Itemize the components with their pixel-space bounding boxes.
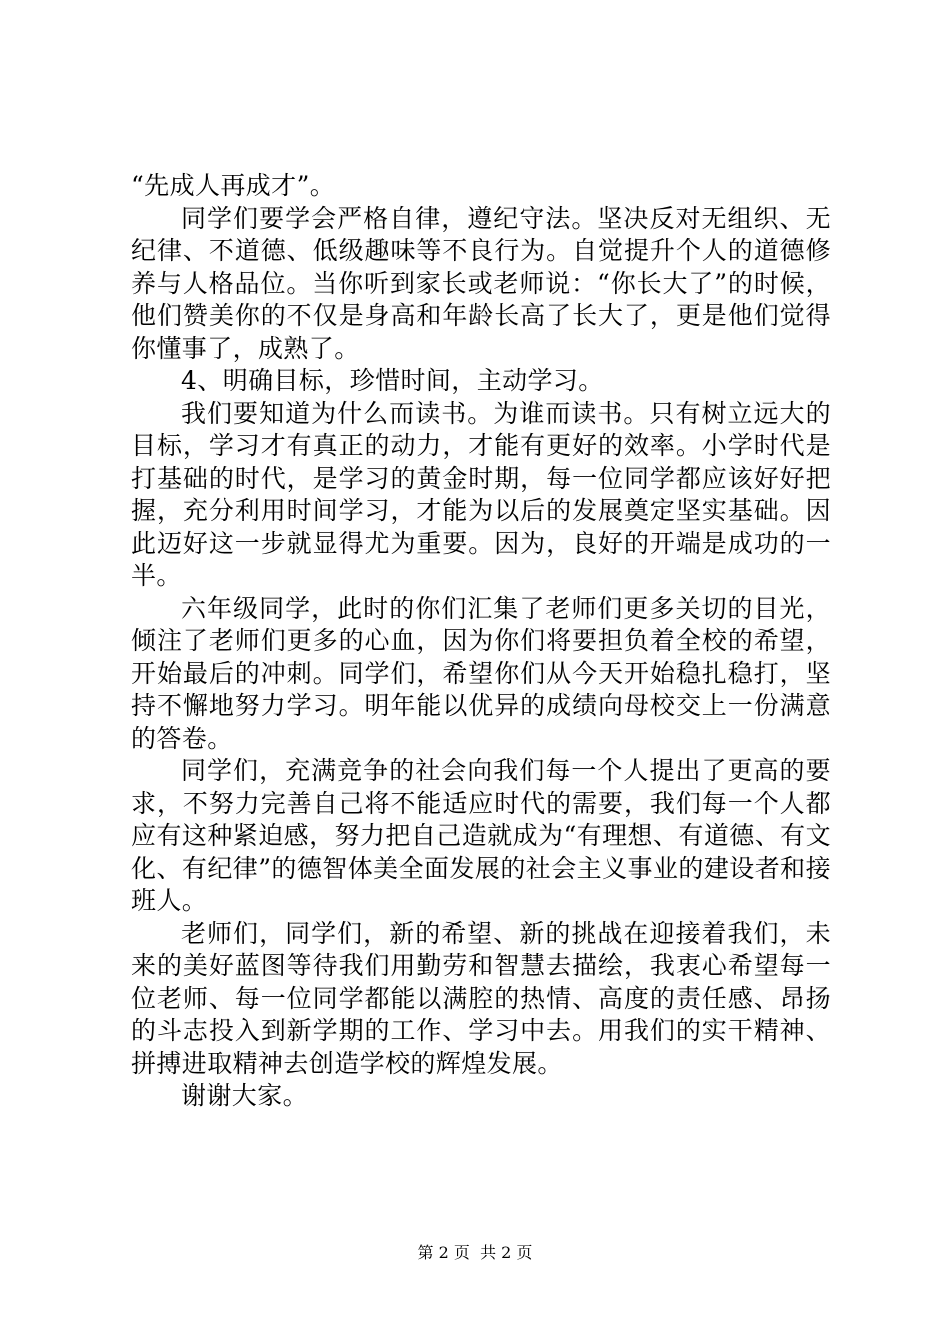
paragraph-4: 我们要知道为什么而读书。为谁而读书。只有树立远大的目标，学习才有真正的动力，才能有更好的效率。小学时代是打基础的时代，是学习的黄金时期，每一位同学都应该好好把握，充分利用时间学习，才能为以后的发展奠定坚实基础。因此迈好这一步就显得尤为重要。因为，良好的开端是成功的一半。 (131, 398, 831, 590)
page-footer: 第 2 页 共 2 页 (417, 1243, 533, 1262)
paragraph-1: “先成人再成才”。 (131, 171, 336, 200)
paragraph-6: 同学们，充满竞争的社会向我们每一个人提出了更高的要求，不努力完善自己将不能适应时代的需要，我们每一个人都应有这种紧迫感，努力把自己造就成为“有理想、有道德、有文化、有纪律”的德智体美全面发展的社会主义事业的建设者和接班人。 (131, 756, 831, 915)
paragraph-3: 4、明确目标，珍惜时间，主动学习。 (181, 366, 604, 395)
paragraph-8: 谢谢大家。 (181, 1081, 309, 1110)
paragraph-2: 同学们要学会严格自律，遵纪守法。坚决反对无组织、无纪律、不道德、低级趣味等不良行为。自觉提升个人的道德修养与人格品位。当你听到家长或老师说：“你长大了”的时候，他们赞美你的不仅是身高和年龄长高了长大了，更是他们觉得你懂事了，成熟了。 (131, 203, 831, 363)
paragraph-5: 六年级同学，此时的你们汇集了老师们更多关切的目光，倾注了老师们更多的心血，因为你们将要担负着全校的希望，开始最后的冲刺。同学们，希望你们从今天开始稳扎稳打，坚持不懈地努力学习。明年能以优异的成绩向母校交上一份满意的答卷。 (131, 593, 831, 753)
document-body (131, 170, 831, 1113)
paragraph-7: 老师们，同学们，新的希望、新的挑战在迎接着我们，未来的美好蓝图等待我们用勤劳和智慧去描绘，我衷心希望每一位老师、每一位同学都能以满腔的热情、高度的责任感、昂扬的斗志投入到新学期的工作、学习中去。用我们的实干精神、拼搏进取精神去创造学校的辉煌发展。 (131, 918, 831, 1078)
